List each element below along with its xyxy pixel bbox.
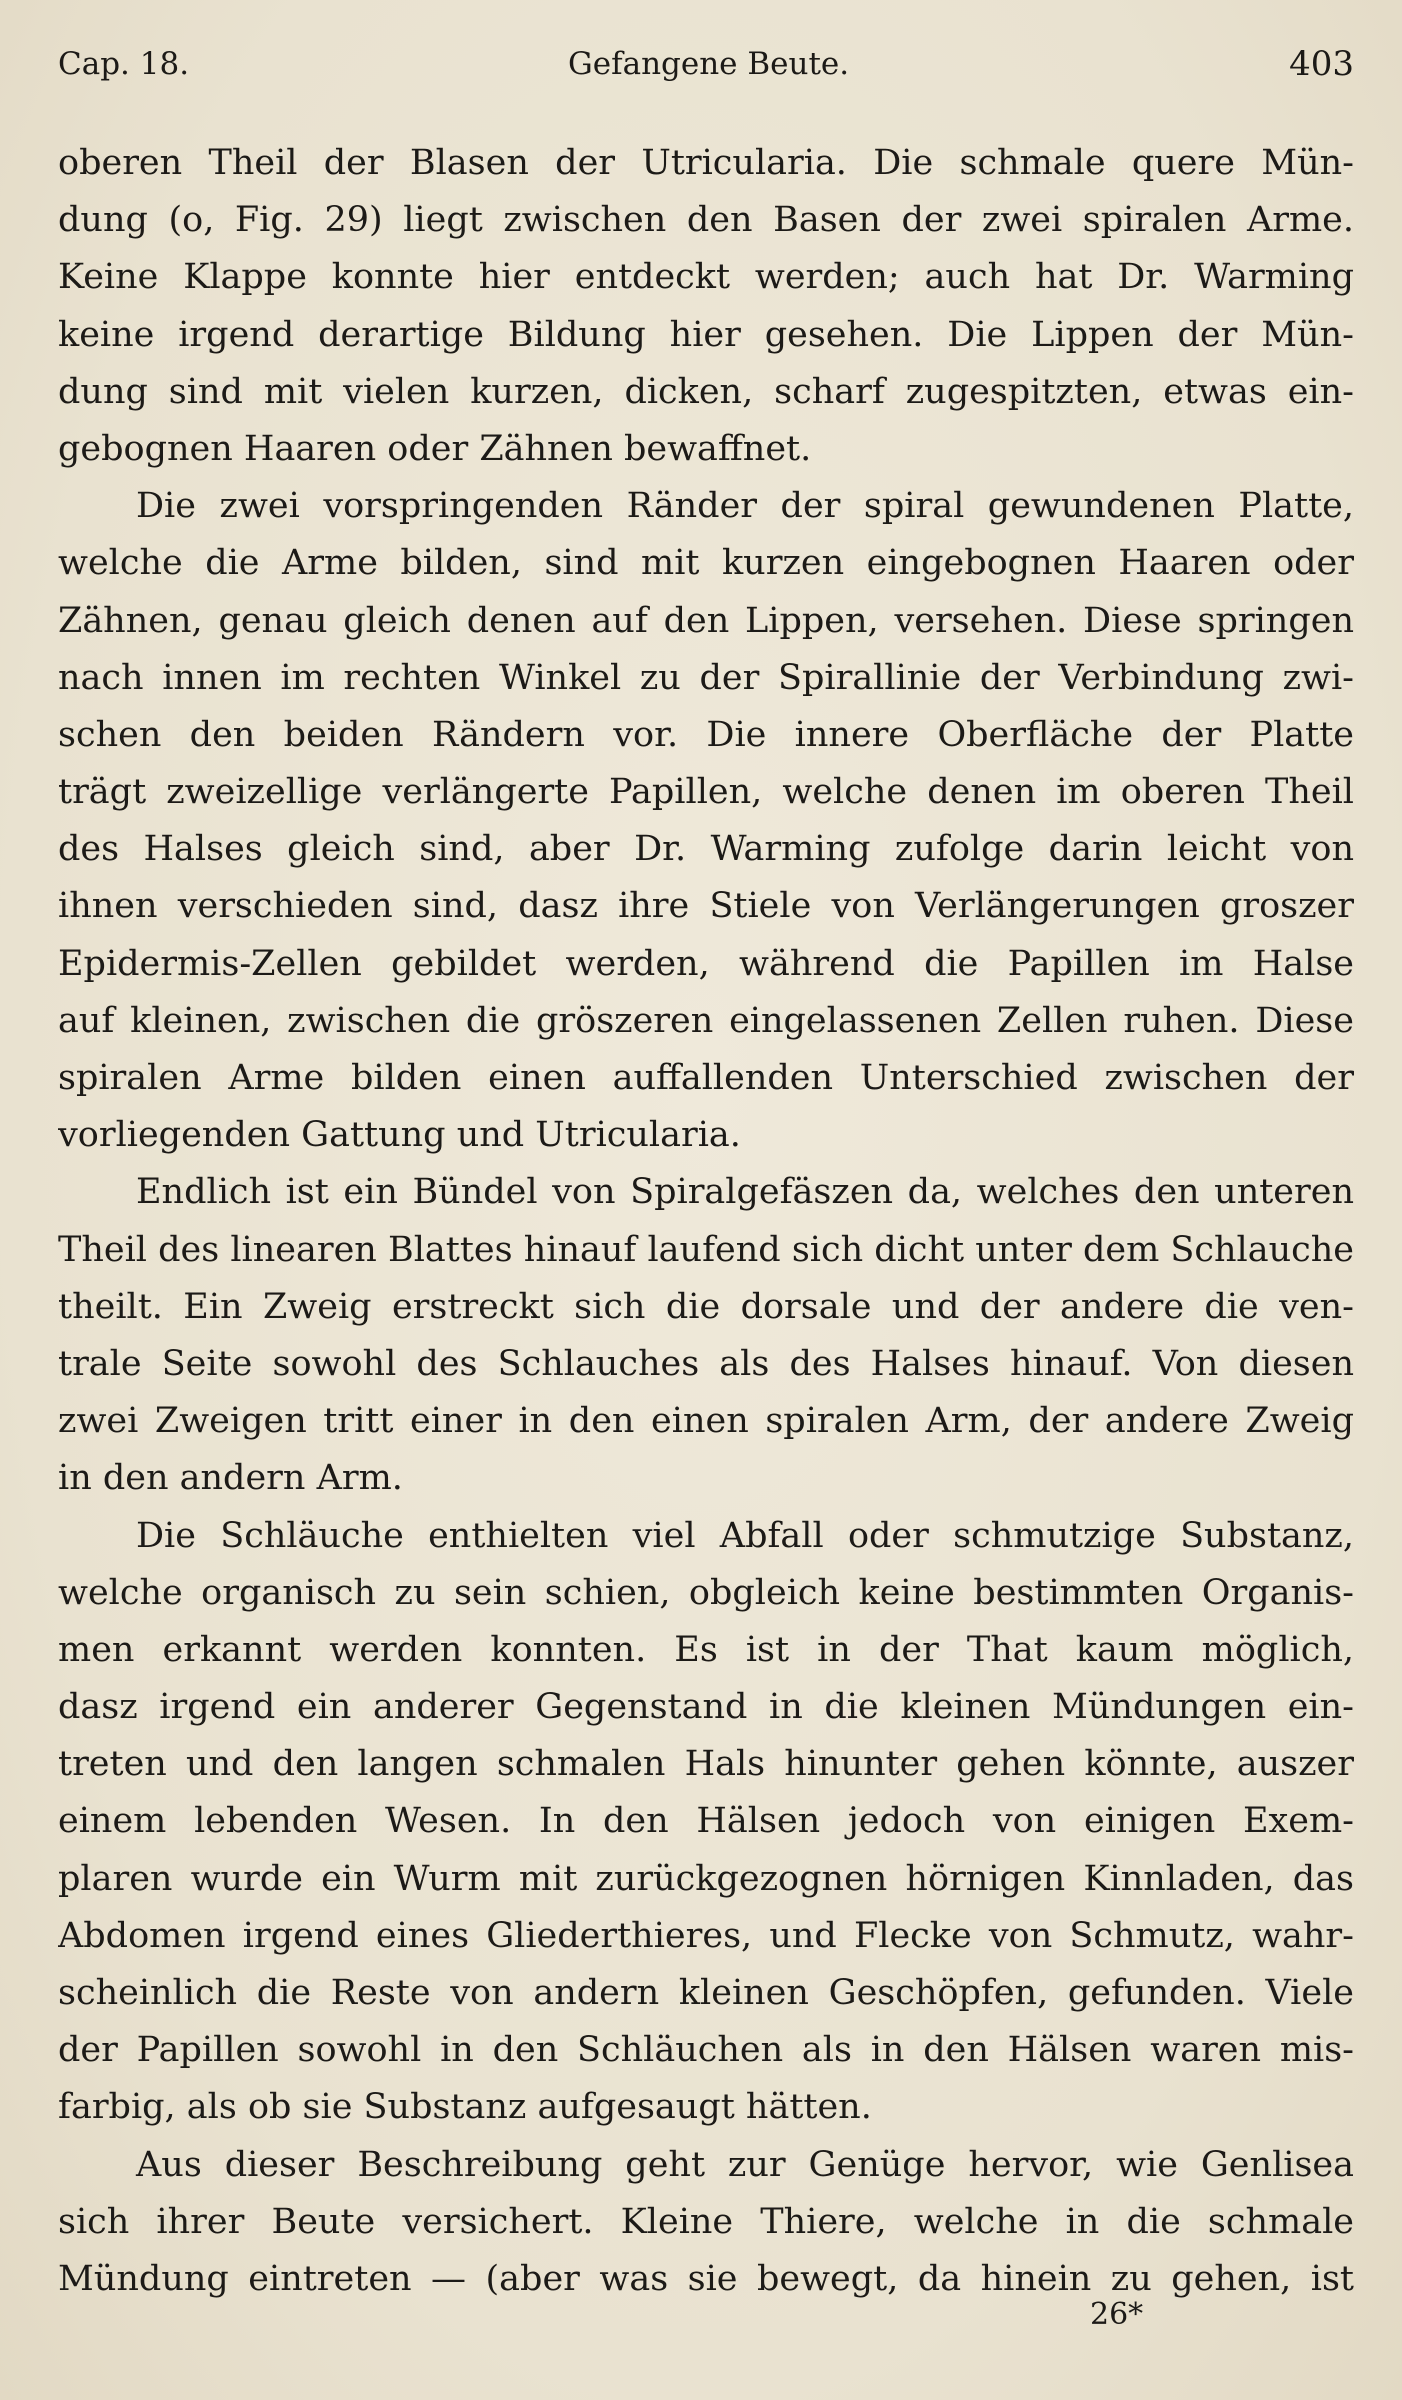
chapter-label: Cap. 18. [58, 46, 190, 82]
section-title: Gefangene Beute. [568, 46, 850, 82]
body-text [58, 135, 1354, 2308]
text-line: der Papillen sowohl in den Schläuchen als in den Hälsen waren mis- [58, 2030, 1354, 2071]
text-line: trale Seite sowohl des Schlauches als des Halses hinauf. Von diesen [58, 1343, 1354, 1384]
text-line: farbig, als ob sie Substanz aufgesaugt hätten. [58, 2087, 872, 2128]
text-line: welche organisch zu sein schien, obgleich keine bestimmten Organis- [58, 1572, 1354, 1613]
text-line: oberen Theil der Blasen der Utricularia. Die schmale quere Mün- [58, 143, 1354, 183]
text-line: plaren wurde ein Wurm mit zurückgezognen hörnigen Kinnladen, das [58, 1858, 1354, 1899]
text-line: vorliegenden Gattung und Utricularia. [58, 1115, 741, 1156]
text-line: ihnen verschieden sind, dasz ihre Stiele von Verlängerungen groszer [58, 886, 1354, 927]
text-line: sich ihrer Beute versichert. Kleine Thiere, welche in die schmale [58, 2201, 1354, 2242]
text-line: Theil des linearen Blattes hinauf laufend sich dicht unter dem Schlauche [58, 1229, 1354, 1270]
text-line: welche die Arme bilden, sind mit kurzen eingebognen Haaren oder [58, 543, 1354, 584]
text-line: theilt. Ein Zweig erstreckt sich die dorsale und der andere die ven- [58, 1286, 1354, 1327]
text-line: Epidermis-Zellen gebildet werden, während die Papillen im Halse [58, 943, 1354, 984]
text-line: Keine Klappe konnte hier entdeckt werden; auch hat Dr. Warming [58, 257, 1354, 298]
text-line: men erkannt werden konnten. Es ist in der That kaum möglich, [58, 1629, 1354, 1670]
text-line: spiralen Arme bilden einen auffallenden Unterschied zwischen der [58, 1058, 1354, 1098]
text-line: Die zwei vorspringenden Ränder der spiral gewundenen Platte, [136, 486, 1354, 527]
text-line: treten und den langen schmalen Hals hinunter gehen könnte, auszer [58, 1744, 1354, 1785]
text-line: einem lebenden Wesen. In den Hälsen jedoch von einigen Exem- [58, 1801, 1354, 1842]
text-line: auf kleinen, zwischen die gröszeren eingelassenen Zellen ruhen. Diese [58, 1000, 1354, 1041]
text-line: dasz irgend ein anderer Gegenstand in die kleinen Mündungen ein- [58, 1687, 1354, 1728]
running-head [58, 44, 1354, 84]
text-line: Die Schläuche enthielten viel Abfall oder schmutzige Substanz, [136, 1515, 1354, 1556]
text-line: Abdomen irgend eines Gliederthieres, und Flecke von Schmutz, wahr- [58, 1915, 1354, 1956]
text-line: Zähnen, genau gleich denen auf den Lippen, versehen. Diese springen [58, 600, 1354, 641]
text-line: scheinlich die Reste von andern kleinen Geschöpfen, gefunden. Viele [58, 1973, 1354, 2013]
page-number: 403 [1289, 44, 1354, 84]
text-line: dung sind mit vielen kurzen, dicken, scharf zugespitzten, etwas ein- [58, 371, 1354, 412]
text-line: schen den beiden Rändern vor. Die innere Oberfläche der Platte [58, 714, 1354, 755]
text-line: nach innen im rechten Winkel zu der Spirallinie der Verbindung zwi- [58, 657, 1354, 698]
text-line: dung (o, Fig. 29) liegt zwischen den Basen der zwei spiralen Arme. [58, 200, 1354, 241]
text-line: gebognen Haaren oder Zähnen bewaffnet. [58, 428, 812, 469]
text-line: trägt zweizellige verlängerte Papillen, welche denen im oberen Theil [58, 772, 1354, 813]
text-line: des Halses gleich sind, aber Dr. Warming zufolge darin leicht von [58, 829, 1354, 870]
text-line: Aus dieser Beschreibung geht zur Genüge hervor, wie Genlisea [136, 2144, 1354, 2185]
text-line: in den andern Arm. [58, 1458, 403, 1499]
text-line: keine irgend derartige Bildung hier gesehen. Die Lippen der Mün- [58, 314, 1354, 355]
text-line: Mündung eintreten — (aber was sie bewegt, da hinein zu gehen, ist [58, 2258, 1354, 2299]
text-line: Endlich ist ein Bündel von Spiralgefäszen da, welches den unteren [136, 1172, 1354, 1213]
text-line: zwei Zweigen tritt einer in den einen spiralen Arm, der andere Zweig [58, 1401, 1354, 1442]
signature-mark: 26* [1090, 2297, 1144, 2332]
